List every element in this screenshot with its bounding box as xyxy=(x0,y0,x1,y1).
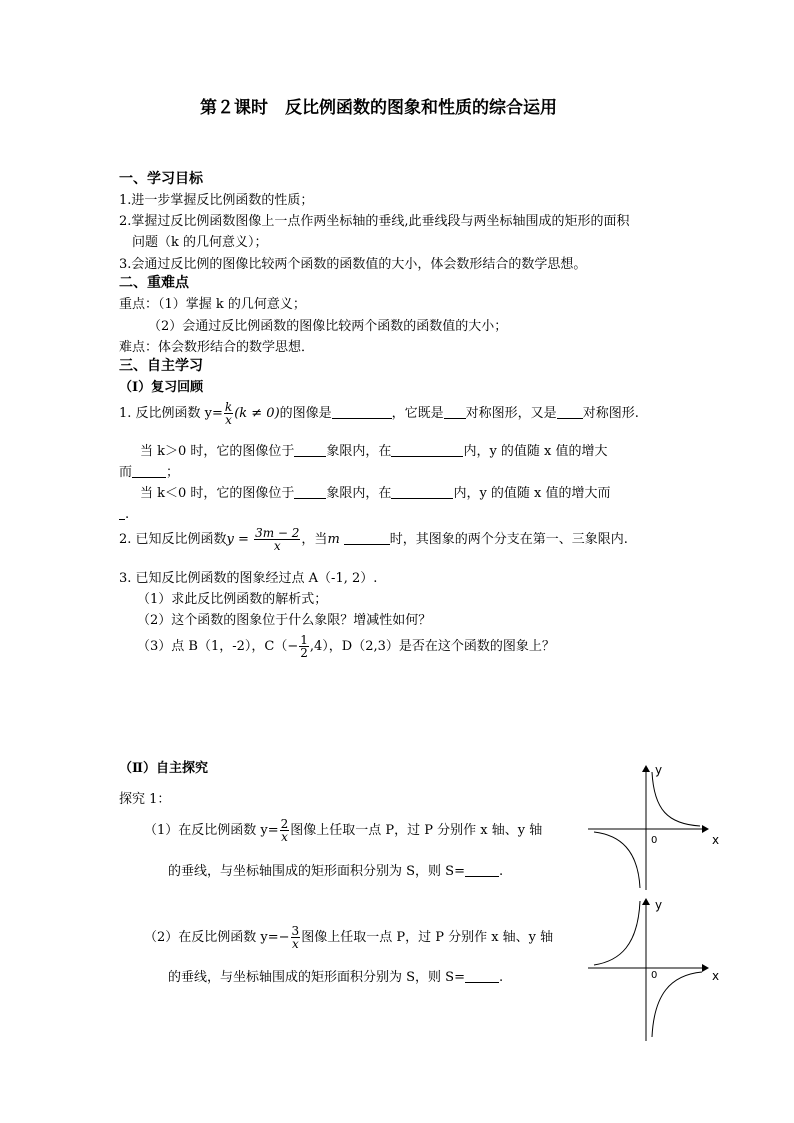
answer-blank[interactable] xyxy=(444,406,466,419)
fraction-2-over-x: $\frac{2}{x}$ xyxy=(280,817,289,844)
section-heading-selfstudy: 三、自主学习 xyxy=(119,358,203,374)
answer-blank[interactable] xyxy=(132,465,166,478)
curve-branch xyxy=(594,832,640,888)
y-axis-label: y xyxy=(655,898,663,912)
explore-1-item-2-cont: 的垂线，与坐标轴围成的矩形面积分别为 S，则 S= . xyxy=(168,970,504,985)
answer-blank[interactable] xyxy=(344,532,390,545)
keypoint-1: 重点：（1）掌握 k 的几何意义； xyxy=(119,297,306,312)
answer-blank[interactable] xyxy=(294,486,326,499)
curve-branch xyxy=(594,901,640,965)
origin-label: 0 xyxy=(651,970,658,981)
section-heading-keypoints: 二、重难点 xyxy=(119,275,189,291)
answer-blank[interactable] xyxy=(391,486,453,499)
difficulty: 难点：体会数形结合的数学思想． xyxy=(119,340,315,355)
answer-blank[interactable] xyxy=(465,970,499,983)
goal-item-2: 2.掌握过反比例函数图像上一点作两坐标轴的垂线,此垂线段与两坐标轴围成的矩形的面积 xyxy=(119,214,630,229)
keypoint-2: （2）会通过反比例函数的图像比较两个函数的函数值的大小； xyxy=(148,319,508,334)
page-title: 第２课时 反比例函数的图象和性质的综合运用 xyxy=(200,98,557,118)
question-2: 2. 已知反比例函数y = $\frac{3m - 2}{x}$ ，当m 时，其图象的两个分支在第一、三象限内. xyxy=(119,526,628,553)
curve-branch xyxy=(652,772,700,826)
origin-label: 0 xyxy=(651,835,658,846)
curve-branch xyxy=(652,972,702,1037)
question-3-part-2: （2）这个函数的图象位于什么象限？增减性如何？ xyxy=(137,613,432,628)
question-3-part-1: （1）求此反比例函数的解析式； xyxy=(137,592,328,607)
section-heading-goals: 一、学习目标 xyxy=(119,171,203,187)
explore-1-label: 探究 1： xyxy=(119,792,171,807)
question-3: 3. 已知反比例函数的图象经过点 A（-1, 2）. xyxy=(119,571,378,586)
question-1-kneg-cont: . xyxy=(119,507,129,521)
explore-1-item-2: （2）在反比例函数 y=− $\frac{3}{x}$ 图像上任取一点 P，过 P 分别作 x 轴、y 轴 xyxy=(144,924,554,951)
x-axis-label: x xyxy=(712,969,720,983)
question-1: 1. 反比例函数 y= $\frac{k}{x}$ (k ≠ 0)的图像是 ，它既是 对称图形，又是 对称图形. xyxy=(119,400,639,427)
fraction-3m-2-over-x: $\frac{3m - 2}{x}$ xyxy=(255,526,300,553)
part-review-heading: （Ⅰ）复习回顾 xyxy=(119,380,204,395)
goal-item-1: 1.进一步掌握反比例函数的性质； xyxy=(119,193,314,208)
fraction-k-over-x: $\frac{k}{x}$ xyxy=(224,400,233,427)
question-1-kneg: 当 k＜0 时，它的图像位于 象限内，在 内，y 的值随 x 值的增大而 xyxy=(140,486,611,501)
explore-1-item-1: （1）在反比例函数 y= $\frac{2}{x}$ 图像上任取一点 P，过 P 分别作 x 轴、y 轴 xyxy=(144,817,543,844)
answer-blank[interactable] xyxy=(391,444,463,457)
graph-positive-k xyxy=(588,760,728,895)
explore-1-item-1-cont: 的垂线，与坐标轴围成的矩形面积分别为 S，则 S= . xyxy=(168,864,504,879)
goal-item-3: 3.会通过反比例的图像比较两个函数的函数值的大小，体会数形结合的数学思想。 xyxy=(119,257,587,272)
answer-blank[interactable] xyxy=(332,406,392,419)
part-explore-heading: （Ⅱ）自主探究 xyxy=(119,761,208,776)
goal-item-2-cont: 问题（k 的几何意义）； xyxy=(132,235,268,250)
question-1-kpos: 当 k＞0 时，它的图像位于 象限内，在 内，y 的值随 x 值的增大 xyxy=(140,444,608,459)
answer-blank[interactable] xyxy=(557,406,583,419)
question-3-part-3: （3）点 B（1，-2），C（− $\frac{1}{2}$ ,4），D（2,3）是否在这个函数的图象上？ xyxy=(137,633,555,660)
graph-negative-k xyxy=(588,895,728,1045)
answer-blank[interactable] xyxy=(294,444,326,457)
x-axis-label: x xyxy=(712,833,720,847)
answer-blank[interactable] xyxy=(465,864,499,877)
question-1-kpos-cont: 而 ； xyxy=(119,465,180,480)
fraction-one-half: $\frac{1}{2}$ xyxy=(300,633,308,660)
y-axis-label: y xyxy=(655,763,663,777)
fraction-3-over-x: $\frac{3}{x}$ xyxy=(291,924,300,951)
